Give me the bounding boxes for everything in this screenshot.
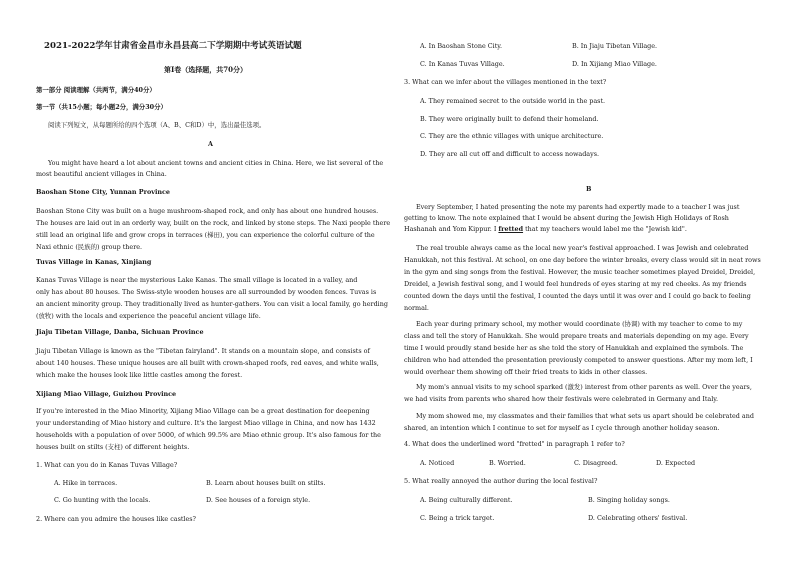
passage-a-label: A [208, 140, 213, 148]
passage-b-p2-line: normal. [404, 304, 429, 312]
q4-option-a[interactable]: A. Noticed [420, 459, 455, 467]
baoshan-line: Naxi ethnic (民族的) group there. [36, 243, 143, 251]
question-4-stem: 4. What does the underlined word "fretted" in paragraph 1 refer to? [404, 440, 625, 448]
passage-b-p3-line: children who had attended the presentation previously competed to answer questions. After my mom left, I [404, 356, 753, 364]
baoshan-heading: Baoshan Stone City, Yunnan Province [36, 188, 170, 196]
volume-heading: 第I卷（选择题，共70分） [164, 65, 248, 74]
q1-option-d[interactable]: D. See houses of a foreign style. [206, 496, 311, 504]
tuvas-line: an ancient minority group. They traditionally lived as hunter-gathers. You can visit a local family, go herding [36, 300, 388, 308]
q4-option-c[interactable]: C. Disagreed. [574, 459, 618, 467]
xijiang-line: households with a population of over 5000, of which 99.5% are Miao ethnic group. It's also famous for the [36, 431, 381, 439]
passage-b-p3-line: time I would proudly stand beside her as she told the story of Hanukkah and explained the symbols. The [404, 344, 744, 352]
passage-b-p1-line: getting to know. The note explained that I would be absent during the Jewish High Holidays of Rosh [404, 214, 729, 222]
tuvas-heading: Tuvas Village in Kanas, Xinjiang [36, 258, 152, 266]
passage-b-p5-line: My mom showed me, my classmates and their families that what sets us apart should be celebrated and [416, 412, 754, 420]
baoshan-line: Baoshan Stone City was built on a huge mushroom-shaped rock, and only has about one hundred houses. [36, 207, 379, 215]
passage-b-p3-line: class and tell the story of Hanukkah. She would prepare treats and materials depending on my age. Every [404, 332, 749, 340]
q5-option-c[interactable]: C. Being a trick target. [420, 514, 495, 522]
jiaju-line: about 140 houses. These unique houses are all built with crown-shaped roofs, red eaves, and white walls, [36, 359, 379, 367]
tuvas-line: (放牧) with the locals and experience the peaceful ancient village life. [36, 312, 261, 320]
part-heading: 第一部分 阅读理解（共两节，满分40分） [36, 86, 156, 94]
xijiang-line: your understanding of Miao history and culture. It's the largest Miao village in China, and now has 1432 [36, 419, 376, 427]
q2-option-a[interactable]: A. In Baoshan Stone City. [420, 42, 503, 50]
question-2-stem: 2. Where can you admire the houses like castles? [36, 515, 196, 523]
jiaju-line: which make the houses look like little castles among the forest. [36, 371, 243, 379]
q2-option-b[interactable]: B. In Jiaju Tibetan Village. [572, 42, 658, 50]
passage-b-p4-line: we had visits from parents who shared how their festivals were celebrated in Germany and Italy. [404, 395, 719, 403]
passage-b-p2-line: Dreidel, a Jewish festival song, and I would feel hundreds of eyes staring at my red cheeks. As my friends [404, 280, 747, 288]
q4-option-b[interactable]: B. Worried. [489, 459, 526, 467]
underlined-word-fretted: fretted [498, 225, 524, 233]
passage-a-intro-line: You might have heard a lot about ancient towns and ancient cities in China. Here, we list several of the [48, 159, 384, 167]
passage-b-p4-line: My mom's annual visits to my school sparked (激发) interest from other parents as well. Over the years, [416, 383, 752, 391]
passage-b-p2-line: in the gym and sing songs from the festival. However, the music teacher sometimes played Dreidel, Dreidel, [404, 268, 756, 276]
passage-b-p2-line: counted down the days until the festival, I counted the days until it was over and I could go back to feeling [404, 292, 751, 300]
q3-option-a[interactable]: A. They remained secret to the outside world in the past. [420, 97, 606, 105]
tuvas-line: only has about 80 houses. The Swiss-style wooden houses are all surrounded by wooden fences. Tuvas is [36, 288, 377, 296]
jiaju-line: Jiaju Tibetan Village is known as the "Tibetan fairyland". It stands on a mountain slope, and consists of [36, 347, 370, 355]
q3-option-b[interactable]: B. They were originally built to defend their homeland. [420, 115, 599, 123]
baoshan-line: The houses are laid out in an orderly way, built on the rock, and linked by stone steps. The Naxi people there [36, 219, 391, 227]
question-1-stem: 1. What can you do in Kanas Tuvas Village? [36, 461, 178, 469]
instructions: 阅读下列短文，从每题所给的四个选项（A、B、C和D）中，选出最佳选项。 [48, 121, 266, 129]
q3-option-d[interactable]: D. They are all cut off and difficult to access nowadays. [420, 150, 600, 158]
question-5-stem: 5. What really annoyed the author during the local festival? [404, 477, 598, 485]
exam-title: 2021-2022学年甘肃省金昌市永昌县高二下学期期中考试英语试题 [44, 41, 302, 51]
passage-b-p2-line: The real trouble always came as the local new year's festival approached. I was Jewish and celebrated [416, 244, 749, 252]
passage-b-p1-line [404, 225, 687, 233]
q2-option-c[interactable]: C. In Kanas Tuvas Village. [420, 60, 505, 68]
q2-option-d[interactable]: D. In Xijiang Miao Village. [572, 60, 657, 68]
q3-option-c[interactable]: C. They are the ethnic villages with unique architecture. [420, 132, 604, 140]
passage-b-p2-line: Hanukkah, not this festival. At school, on one day before the winter breaks, every class would sit in neat rows [404, 256, 761, 264]
q4-option-d[interactable]: D. Expected [656, 459, 696, 467]
tuvas-line: Kanas Tuvas Village is near the mysterious Lake Kanas. The small village is located in a valley, and [36, 276, 358, 284]
xijiang-line: If you're interested in the Miao Minority, Xijiang Miao Village can be a great destination for deepening [36, 407, 370, 415]
passage-b-p1-text: Hashanah and Yom Kippur. I [404, 225, 497, 233]
section-heading: 第一节（共15小题；每小题2分，满分30分） [36, 103, 167, 111]
passage-b-p3-line: Each year during primary school, my mother would coordinate (协调) with my teacher to come to my [416, 320, 743, 328]
q1-option-c[interactable]: C. Go hunting with the locals. [54, 496, 151, 504]
passage-b-p1-text: that my teachers would label me the "Jewish kid". [525, 225, 687, 233]
passage-b-p1-line: Every September, I hated presenting the note my parents had expertly made to a teacher I was just [416, 203, 740, 211]
baoshan-line: still lead an original life and grow crops in terraces (梯田), you can experience the colorful culture of the [36, 231, 375, 239]
passage-b-p5-line: shared, an intention which I continue to set for myself as I cycle through another holiday season. [404, 424, 720, 432]
xijiang-line: houses built on stilts (支柱) of different heights. [36, 443, 190, 451]
passage-a-intro-line: most beautiful ancient villages in China. [36, 170, 167, 178]
xijiang-heading: Xijiang Miao Village, Guizhou Province [36, 390, 177, 398]
passage-b-p3-line: would overhear them showing off their fried treats to kids in other classes. [404, 368, 648, 376]
q1-option-b[interactable]: B. Learn about houses built on stilts. [206, 479, 326, 487]
question-3-stem: 3. What can we infer about the villages mentioned in the text? [404, 78, 607, 86]
q5-option-d[interactable]: D. Celebrating others' festival. [588, 514, 688, 522]
q1-option-a[interactable]: A. Hike in terraces. [54, 479, 118, 487]
q5-option-a[interactable]: A. Being culturally different. [420, 496, 513, 504]
passage-b-label: B [586, 185, 592, 193]
q5-option-b[interactable]: B. Singing holiday songs. [588, 496, 670, 504]
jiaju-heading: Jiaju Tibetan Village, Danba, Sichuan Province [36, 328, 204, 336]
